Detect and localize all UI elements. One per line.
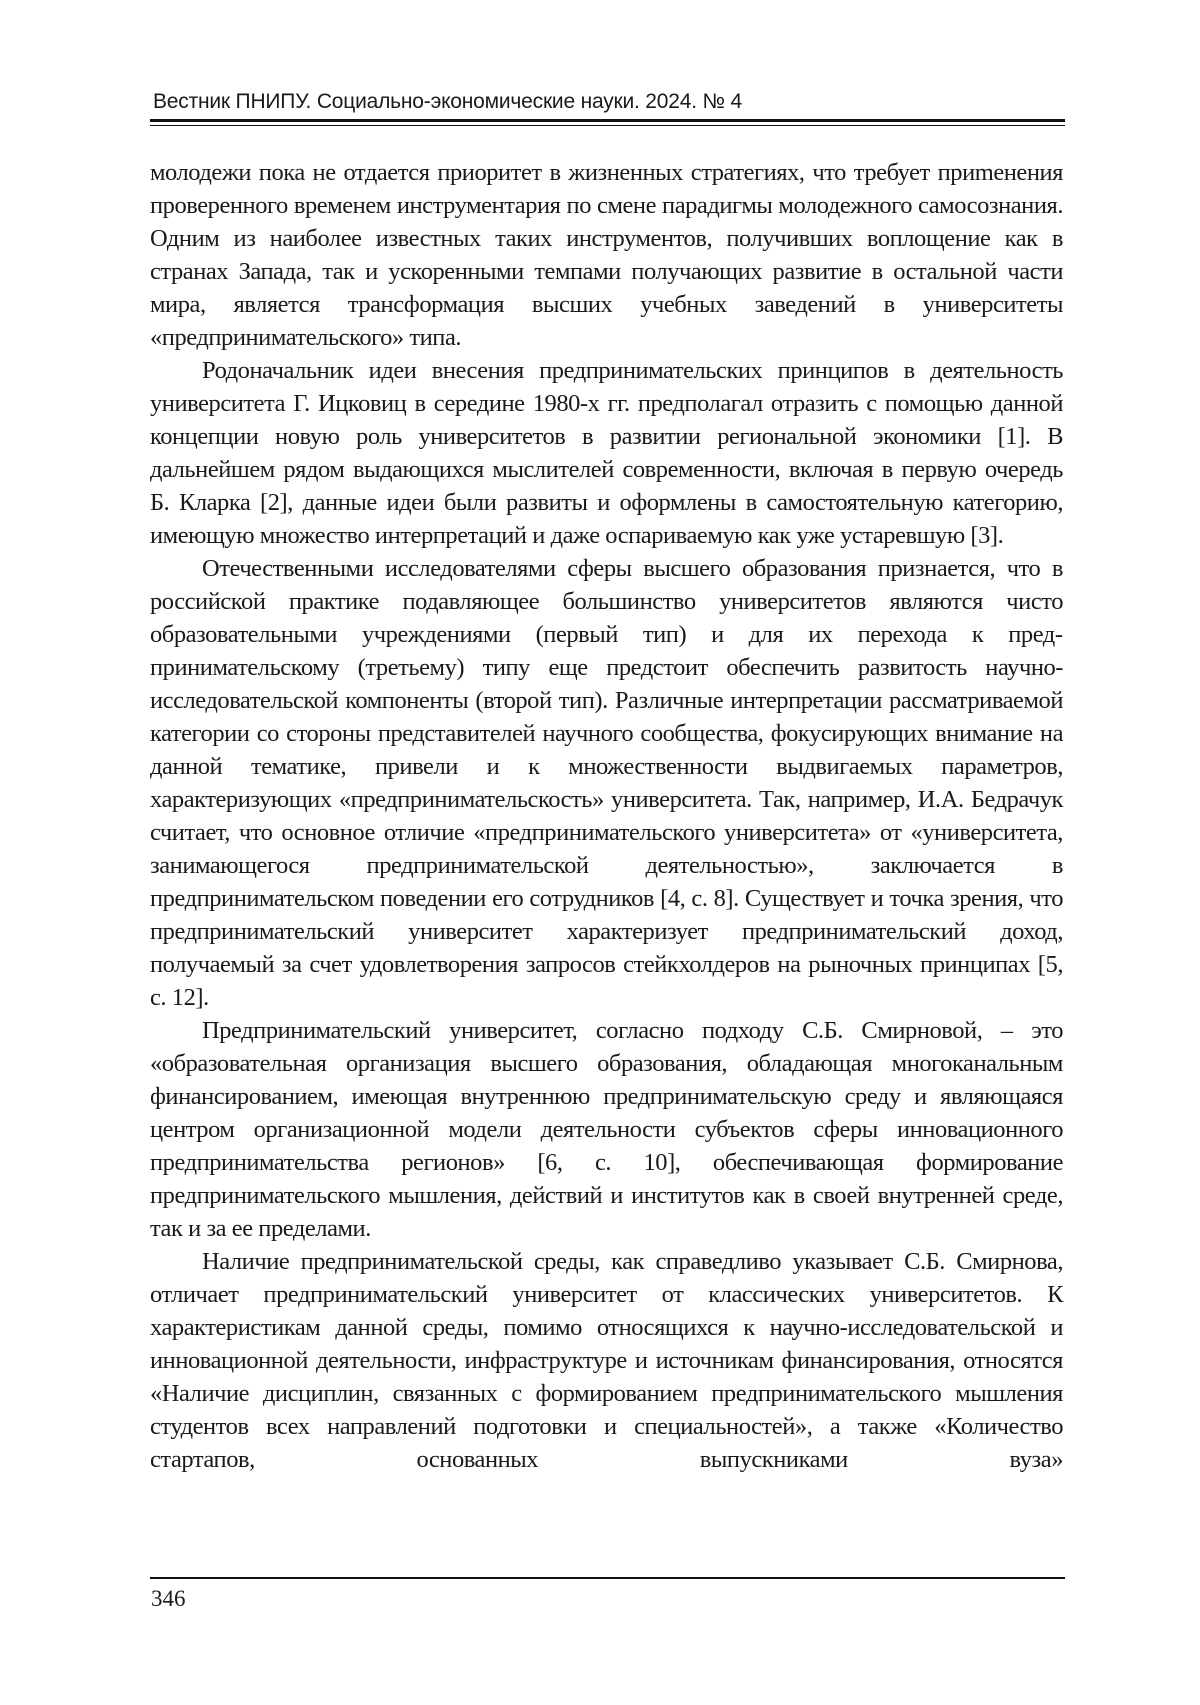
footer-rule bbox=[150, 1577, 1065, 1579]
document-page bbox=[0, 0, 1200, 1705]
paragraph: Предпринимательский университет, согласно подходу С.Б. Смирновой, – это «образовательная организация высшего образования, обладающая многока­нальным финансированием, имеющая внутреннюю предпринимательскую среду и являющаяся центром организационной модели деятельности субъектов сферы инновационного предпринимательства регионов» [6, с. 10], обеспечива­ющая формирование предпринимательского мышления, действий и институтов как в своей внутренней среде, так и за ее пределами. bbox=[150, 1014, 1063, 1245]
paragraph-continued: молодежи пока не отдается приоритет в жизненных стратегиях, что требует при­mенения проверенного временем инструментария по смене парадигмы моло­дежного самосознания. Одним из наиболее известных таких инструментов, по­лучивших воплощение как в странах Запада, так и ускоренными темпами полу­чающих развитие в остальной части мира, является трансформация высших учебных заведений в университеты «предпринимательского» типа. bbox=[150, 156, 1063, 354]
paragraph: Родоначальник идеи внесения предпринимательских принципов в деятель­ность университета Г. Ицковиц в середине 1980-х гг. предполагал отразить с помощью данной концепции новую роль университетов в развитии региональ­ной экономики [1]. В дальнейшем рядом выдающихся мыслителей современно­сти, включая в первую очередь Б. Кларка [2], данные идеи были развиты и оформлены в самостоятельную категорию, имеющую множество интерпрета­ций и даже оспариваемую как уже устаревшую [3]. bbox=[150, 354, 1063, 552]
header-rule-thin bbox=[150, 125, 1065, 126]
article-body bbox=[150, 156, 1063, 1476]
paragraph: Отечественными исследователями сферы высшего образования признается, что в российской практике подавляющее большинство университетов являются чисто образовательными учреждениями (первый тип) и для их перехода к пред­принимательскому (третьему) типу еще предстоит обеспечить развитость научно-исследовательской компоненты (второй тип). Различные интерпретации рассматриваемой категории со стороны представителей научного сообщества, фокусирующих внимание на данной тематике, привели и к множественности вы­двигаемых параметров, характеризующих «предпринимательскость» универси­тета. Так, например, И.А. Бедрачук считает, что основное отличие «предприни­мательского университета» от «университета, занимающегося предпринима­тель­ской деятельностью», заключается в предпринимательском поведении его сотрудников [4, с. 8]. Существует и точка зрения, что предпринимательский уни­верситет характеризует предпринимательский доход, получаемый за счет удовле­творения запросов стейкхолдеров на рыночных принципах [5, с. 12]. bbox=[150, 552, 1063, 1014]
page-number: 346 bbox=[151, 1585, 186, 1613]
journal-running-head: Вестник ПНИПУ. Социально-экономические науки. 2024. № 4 bbox=[153, 89, 1065, 115]
header-rule-thick bbox=[150, 119, 1065, 122]
paragraph-continues: Наличие предпринимательской среды, как справедливо указывает С.Б. Смир­нова, отличает предпринимательский университет от классических университетов. К характеристикам данной среды, помимо относящихся к научно-исследователь­ской и инновационной деятельности, инфраструктуре и источникам финансирова­ния, относятся «Наличие дисциплин, связанных с формированием предпринима­тельского мышления студентов всех направлений подготовки и специально­стей», а также «Количество стартапов, основанных выпускниками вуза» bbox=[150, 1245, 1063, 1476]
